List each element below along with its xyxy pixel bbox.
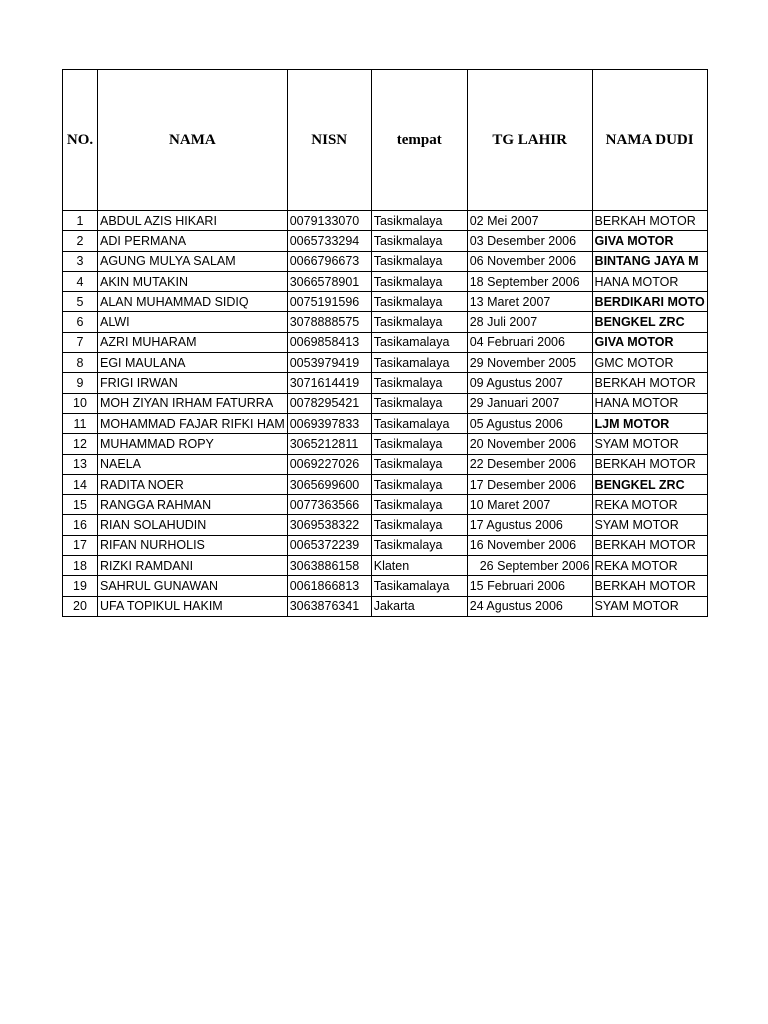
cell-no: 6 [63, 312, 98, 332]
table-row [63, 596, 708, 616]
cell-nama: RIFAN NURHOLIS [98, 535, 288, 555]
cell-nisn: 0053979419 [287, 353, 371, 373]
cell-nisn: 0078295421 [287, 393, 371, 413]
cell-nama: UFA TOPIKUL HAKIM [98, 596, 288, 616]
cell-nisn: 3066578901 [287, 271, 371, 291]
table-row [63, 271, 708, 291]
cell-nama: ABDUL AZIS HIKARI [98, 211, 288, 231]
cell-tg-lahir: 02 Mei 2007 [467, 211, 592, 231]
cell-nisn: 3065699600 [287, 474, 371, 494]
cell-nama-dudi: HANA MOTOR [592, 393, 707, 413]
cell-nama: AGUNG MULYA SALAM [98, 251, 288, 271]
cell-nisn: 0065733294 [287, 231, 371, 251]
cell-no: 8 [63, 353, 98, 373]
cell-nama-dudi: SYAM MOTOR [592, 434, 707, 454]
cell-tempat: Klaten [371, 556, 467, 576]
cell-tempat: Tasikmalaya [371, 211, 467, 231]
table-body [63, 211, 708, 617]
cell-nama-dudi: HANA MOTOR [592, 271, 707, 291]
cell-no: 1 [63, 211, 98, 231]
header-no: NO. [63, 70, 98, 211]
cell-nama-dudi: BENGKEL ZRC [592, 474, 707, 494]
cell-no: 18 [63, 556, 98, 576]
cell-tempat: Tasikmalaya [371, 495, 467, 515]
cell-nama: NAELA [98, 454, 288, 474]
cell-no: 16 [63, 515, 98, 535]
cell-nama: AZRI MUHARAM [98, 332, 288, 352]
table-row [63, 454, 708, 474]
cell-nisn: 0069858413 [287, 332, 371, 352]
cell-nama: ALWI [98, 312, 288, 332]
cell-nama: RADITA NOER [98, 474, 288, 494]
student-table [62, 69, 708, 617]
table-row [63, 251, 708, 271]
cell-nama-dudi: BINTANG JAYA M [592, 251, 707, 271]
cell-nisn: 0066796673 [287, 251, 371, 271]
header-nama-dudi: NAMA DUDI [592, 70, 707, 211]
cell-nama: EGI MAULANA [98, 353, 288, 373]
cell-no: 10 [63, 393, 98, 413]
table-row [63, 373, 708, 393]
cell-no: 20 [63, 596, 98, 616]
cell-tempat: Tasikmalaya [371, 535, 467, 555]
cell-nama-dudi: REKA MOTOR [592, 495, 707, 515]
cell-tg-lahir: 29 Januari 2007 [467, 393, 592, 413]
table-row [63, 556, 708, 576]
cell-no: 9 [63, 373, 98, 393]
cell-tg-lahir: 17 Agustus 2006 [467, 515, 592, 535]
cell-nisn: 0077363566 [287, 495, 371, 515]
cell-tg-lahir: 26 September 2006 [467, 556, 592, 576]
cell-no: 2 [63, 231, 98, 251]
cell-tg-lahir: 04 Februari 2006 [467, 332, 592, 352]
cell-tempat: Tasikmalaya [371, 271, 467, 291]
table-row [63, 393, 708, 413]
cell-tempat: Jakarta [371, 596, 467, 616]
cell-nisn: 3063886158 [287, 556, 371, 576]
cell-nisn: 0069227026 [287, 454, 371, 474]
cell-no: 3 [63, 251, 98, 271]
table-row [63, 474, 708, 494]
table-row [63, 576, 708, 596]
cell-no: 15 [63, 495, 98, 515]
cell-tempat: Tasikmalaya [371, 515, 467, 535]
cell-nisn: 0065372239 [287, 535, 371, 555]
cell-no: 5 [63, 292, 98, 312]
header-nama: NAMA [98, 70, 288, 211]
cell-tg-lahir: 20 November 2006 [467, 434, 592, 454]
cell-nama-dudi: GIVA MOTOR [592, 231, 707, 251]
table-row [63, 413, 708, 433]
cell-tg-lahir: 22 Desember 2006 [467, 454, 592, 474]
cell-nama-dudi: BERKAH MOTOR [592, 454, 707, 474]
cell-tempat: Tasikmalaya [371, 231, 467, 251]
cell-nisn: 3078888575 [287, 312, 371, 332]
cell-nama-dudi: SYAM MOTOR [592, 515, 707, 535]
cell-tg-lahir: 18 September 2006 [467, 271, 592, 291]
cell-nama: FRIGI IRWAN [98, 373, 288, 393]
cell-tg-lahir: 15 Februari 2006 [467, 576, 592, 596]
cell-nama-dudi: BERKAH MOTOR [592, 535, 707, 555]
table-row [63, 332, 708, 352]
cell-nama: RIAN SOLAHUDIN [98, 515, 288, 535]
cell-tempat: Tasikmalaya [371, 393, 467, 413]
cell-nama-dudi: BERKAH MOTOR [592, 576, 707, 596]
header-nisn: NISN [287, 70, 371, 211]
cell-tempat: Tasikmalaya [371, 454, 467, 474]
table-row [63, 353, 708, 373]
cell-tg-lahir: 16 November 2006 [467, 535, 592, 555]
cell-nama-dudi: BENGKEL ZRC [592, 312, 707, 332]
cell-tempat: Tasikamalaya [371, 576, 467, 596]
cell-nama-dudi: GMC MOTOR [592, 353, 707, 373]
header-tg-lahir: TG LAHIR [467, 70, 592, 211]
cell-tempat: Tasikmalaya [371, 474, 467, 494]
cell-nama-dudi: BERDIKARI MOTO [592, 292, 707, 312]
cell-tg-lahir: 24 Agustus 2006 [467, 596, 592, 616]
cell-no: 19 [63, 576, 98, 596]
cell-no: 11 [63, 413, 98, 433]
cell-nisn: 3063876341 [287, 596, 371, 616]
cell-tg-lahir: 09 Agustus 2007 [467, 373, 592, 393]
header-row [63, 70, 708, 211]
cell-nama-dudi: BERKAH MOTOR [592, 373, 707, 393]
cell-nisn: 0061866813 [287, 576, 371, 596]
cell-nama-dudi: REKA MOTOR [592, 556, 707, 576]
cell-nisn: 3069538322 [287, 515, 371, 535]
header-tempat: tempat [371, 70, 467, 211]
cell-nama: MOHAMMAD FAJAR RIFKI HAM [98, 413, 288, 433]
cell-nama-dudi: LJM MOTOR [592, 413, 707, 433]
cell-tempat: Tasikmalaya [371, 434, 467, 454]
cell-no: 4 [63, 271, 98, 291]
table-row [63, 312, 708, 332]
cell-tg-lahir: 17 Desember 2006 [467, 474, 592, 494]
cell-nama-dudi: GIVA MOTOR [592, 332, 707, 352]
cell-tg-lahir: 06 November 2006 [467, 251, 592, 271]
cell-tempat: Tasikamalaya [371, 332, 467, 352]
cell-tempat: Tasikamalaya [371, 353, 467, 373]
table-row [63, 211, 708, 231]
cell-tempat: Tasikmalaya [371, 373, 467, 393]
cell-no: 14 [63, 474, 98, 494]
cell-no: 7 [63, 332, 98, 352]
cell-tempat: Tasikmalaya [371, 312, 467, 332]
cell-tg-lahir: 29 November 2005 [467, 353, 592, 373]
cell-nama: RIZKI RAMDANI [98, 556, 288, 576]
cell-nisn: 3065212811 [287, 434, 371, 454]
cell-nama: MOH ZIYAN IRHAM FATURRA [98, 393, 288, 413]
cell-nama: AKIN MUTAKIN [98, 271, 288, 291]
cell-nama: RANGGA RAHMAN [98, 495, 288, 515]
table-row [63, 535, 708, 555]
cell-tg-lahir: 05 Agustus 2006 [467, 413, 592, 433]
cell-tg-lahir: 10 Maret 2007 [467, 495, 592, 515]
cell-tg-lahir: 03 Desember 2006 [467, 231, 592, 251]
cell-nisn: 3071614419 [287, 373, 371, 393]
cell-tg-lahir: 13 Maret 2007 [467, 292, 592, 312]
cell-no: 13 [63, 454, 98, 474]
cell-nama-dudi: SYAM MOTOR [592, 596, 707, 616]
cell-tempat: Tasikamalaya [371, 413, 467, 433]
cell-no: 12 [63, 434, 98, 454]
table-row [63, 231, 708, 251]
cell-nisn: 0075191596 [287, 292, 371, 312]
cell-tg-lahir: 28 Juli 2007 [467, 312, 592, 332]
table-row [63, 495, 708, 515]
cell-nisn: 0069397833 [287, 413, 371, 433]
cell-nama: MUHAMMAD ROPY [98, 434, 288, 454]
cell-nama: ADI PERMANA [98, 231, 288, 251]
table-row [63, 434, 708, 454]
cell-nama: ALAN MUHAMMAD SIDIQ [98, 292, 288, 312]
cell-tempat: Tasikmalaya [371, 251, 467, 271]
table-row [63, 292, 708, 312]
cell-nama-dudi: BERKAH MOTOR [592, 211, 707, 231]
cell-nisn: 0079133070 [287, 211, 371, 231]
table-row [63, 515, 708, 535]
cell-no: 17 [63, 535, 98, 555]
cell-tempat: Tasikmalaya [371, 292, 467, 312]
cell-nama: SAHRUL GUNAWAN [98, 576, 288, 596]
